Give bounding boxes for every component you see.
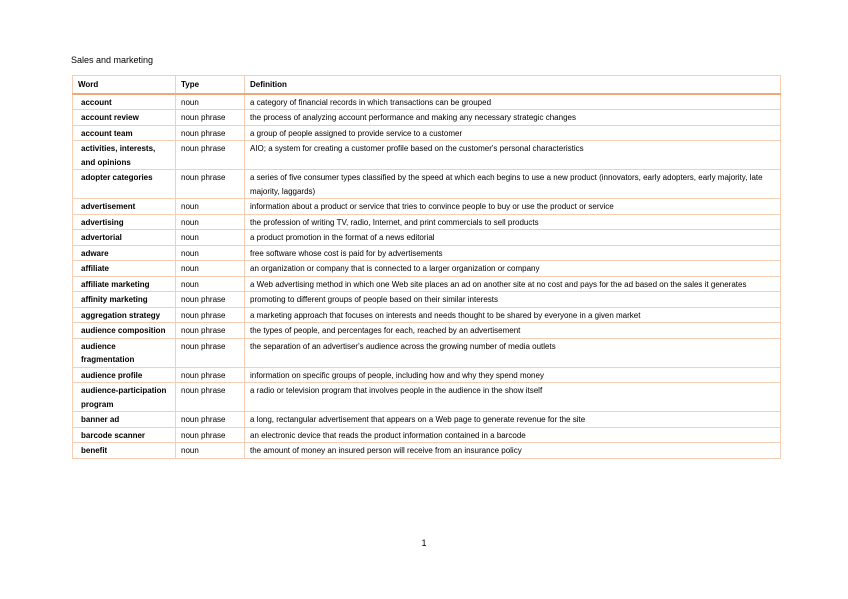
definition-cell: a series of five consumer types classified by the speed at which each begins to use a new product (innovators, early adopters, early majority, late majority, laggards) — [245, 170, 781, 199]
definition-cell: the separation of an advertiser's audience across the growing number of media outlets — [245, 338, 781, 367]
table-row — [73, 245, 781, 261]
word-cell: affiliate marketing — [73, 276, 176, 292]
glossary-table — [72, 75, 781, 459]
type-cell: noun — [176, 276, 245, 292]
definition-cell: a Web advertising method in which one Web site places an ad on another site at no cost and pays for the ad based on the sales it generates — [245, 276, 781, 292]
type-cell: noun phrase — [176, 125, 245, 141]
definition-cell: a radio or television program that involves people in the audience in the show itself — [245, 383, 781, 412]
definition-cell: an electronic device that reads the product information contained in a barcode — [245, 427, 781, 443]
type-cell: noun phrase — [176, 323, 245, 339]
type-cell: noun phrase — [176, 170, 245, 199]
word-cell: audience profile — [73, 367, 176, 383]
table-row — [73, 412, 781, 428]
type-cell: noun — [176, 261, 245, 277]
table-row — [73, 443, 781, 459]
table-row — [73, 170, 781, 199]
type-cell: noun — [176, 94, 245, 110]
table-row — [73, 367, 781, 383]
table-row — [73, 214, 781, 230]
table-row — [73, 427, 781, 443]
table-row — [73, 383, 781, 412]
word-cell: activities, interests, and opinions — [73, 141, 176, 170]
type-cell: noun — [176, 214, 245, 230]
word-cell: account — [73, 94, 176, 110]
definition-cell: free software whose cost is paid for by advertisements — [245, 245, 781, 261]
type-cell: noun phrase — [176, 338, 245, 367]
definition-cell: a product promotion in the format of a news editorial — [245, 230, 781, 246]
word-cell: account team — [73, 125, 176, 141]
type-cell: noun phrase — [176, 110, 245, 126]
type-cell: noun — [176, 199, 245, 215]
type-cell: noun phrase — [176, 383, 245, 412]
header-word: Word — [73, 76, 176, 94]
table-row — [73, 230, 781, 246]
word-cell: advertising — [73, 214, 176, 230]
definition-cell: the types of people, and percentages for each, reached by an advertisement — [245, 323, 781, 339]
definition-cell: the amount of money an insured person will receive from an insurance policy — [245, 443, 781, 459]
word-cell: advertorial — [73, 230, 176, 246]
word-cell: banner ad — [73, 412, 176, 428]
definition-cell: a category of financial records in which transactions can be grouped — [245, 94, 781, 110]
table-header-row — [73, 76, 781, 94]
header-type: Type — [176, 76, 245, 94]
type-cell: noun phrase — [176, 367, 245, 383]
type-cell: noun phrase — [176, 427, 245, 443]
definition-cell: an organization or company that is connected to a larger organization or company — [245, 261, 781, 277]
definition-cell: the profession of writing TV, radio, Internet, and print commercials to sell products — [245, 214, 781, 230]
type-cell: noun — [176, 230, 245, 246]
table-row — [73, 110, 781, 126]
definition-cell: information about a product or service that tries to convince people to buy or use the product or service — [245, 199, 781, 215]
word-cell: benefit — [73, 443, 176, 459]
definition-cell: a marketing approach that focuses on interests and needs thought to be shared by everyone in a given market — [245, 307, 781, 323]
header-definition: Definition — [245, 76, 781, 94]
table-row — [73, 141, 781, 170]
type-cell: noun phrase — [176, 292, 245, 308]
table-row — [73, 307, 781, 323]
word-cell: affinity marketing — [73, 292, 176, 308]
type-cell: noun phrase — [176, 307, 245, 323]
type-cell: noun — [176, 443, 245, 459]
word-cell: audience-participation program — [73, 383, 176, 412]
definition-cell: promoting to different groups of people based on their similar interests — [245, 292, 781, 308]
table-row — [73, 199, 781, 215]
definition-cell: information on specific groups of people, including how and why they spend money — [245, 367, 781, 383]
word-cell: adopter categories — [73, 170, 176, 199]
type-cell: noun phrase — [176, 141, 245, 170]
word-cell: advertisement — [73, 199, 176, 215]
definition-cell: AIO; a system for creating a customer profile based on the customer's personal characteristics — [245, 141, 781, 170]
word-cell: audience fragmentation — [73, 338, 176, 367]
definition-cell: a long, rectangular advertisement that appears on a Web page to generate revenue for the site — [245, 412, 781, 428]
table-row — [73, 276, 781, 292]
table-row — [73, 125, 781, 141]
word-cell: adware — [73, 245, 176, 261]
definition-cell: a group of people assigned to provide service to a customer — [245, 125, 781, 141]
table-row — [73, 94, 781, 110]
definition-cell: the process of analyzing account performance and making any necessary strategic changes — [245, 110, 781, 126]
table-row — [73, 323, 781, 339]
word-cell: affiliate — [73, 261, 176, 277]
table-row — [73, 338, 781, 367]
type-cell: noun — [176, 245, 245, 261]
word-cell: account review — [73, 110, 176, 126]
word-cell: barcode scanner — [73, 427, 176, 443]
word-cell: aggregation strategy — [73, 307, 176, 323]
page-number: 1 — [421, 538, 427, 548]
table-row — [73, 292, 781, 308]
word-cell: audience composition — [73, 323, 176, 339]
table-row — [73, 261, 781, 277]
type-cell: noun phrase — [176, 412, 245, 428]
document-title: Sales and marketing — [71, 55, 154, 65]
